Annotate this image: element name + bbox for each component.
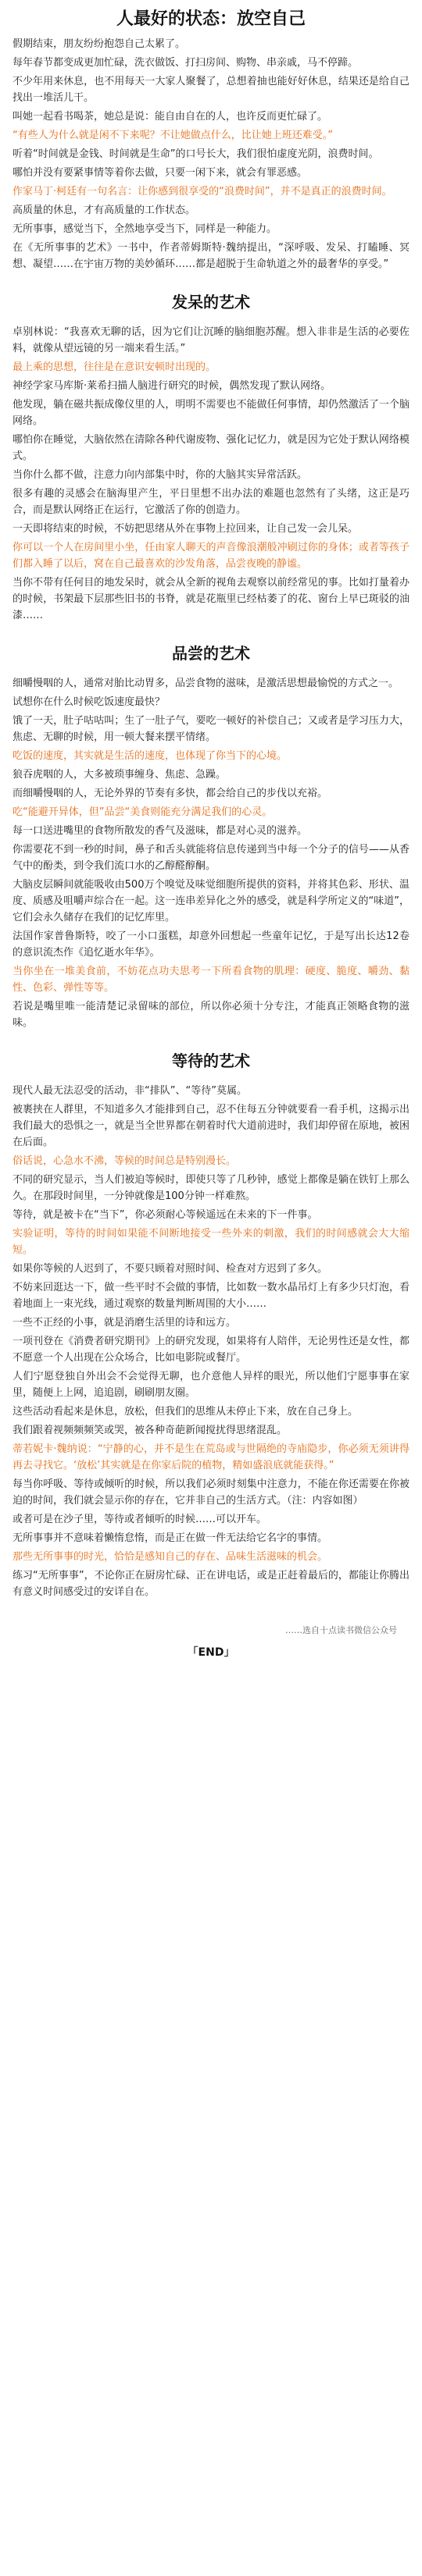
paragraph: 等待，就是被卡在“当下”，你必须耐心等候遥远在未来的下一件事。 — [13, 1209, 318, 1221]
section-block — [13, 1050, 409, 1600]
section-heading: 等待的艺术 — [172, 1051, 250, 1070]
paragraph: 假期结束，朋友纷纷抱怨自己太累了。 — [13, 38, 186, 50]
paragraph: 若说是嘴里唯一能清楚记录留味的部位，所以你必须十分专注，才能真正领略食物的滋味。 — [13, 1001, 409, 1029]
paragraph: 叫她一起看书喝茶，她总是说：能自由自在的人，也许反而更忙碌了。 — [13, 111, 328, 123]
source-note: ……选自十点读书微信公众号 — [285, 1625, 397, 1635]
section-block — [13, 642, 409, 1031]
end-mark: 「END」 — [187, 1646, 235, 1659]
paragraph: 不同的研究显示，当人们被迫等候时，即使只等了几秒钟，感觉上都像是躺在铁钉上那么久。在那段时间里，一分钟就像是100分钟一样难熬。 — [13, 1174, 409, 1202]
paragraph: 一些不正经的小事，就是消磨生活里的诗和远方。 — [13, 1317, 237, 1329]
paragraph: 不少年用来休息，也不用每天一大家人聚餐了，总想着抽也能好好休息，结果还是给自己找出一堆活儿干。 — [13, 76, 409, 104]
paragraph: 哪怕并没有要紧事情等着你去做，只要一闲下来，就会有罪恶感。 — [13, 167, 308, 179]
paragraph: 如果你等候的人迟到了，不要只顾着对照时间、检查对方迟到了多久。 — [13, 1263, 328, 1275]
paragraph: 狼吞虎咽的人，大多被琐事缠身、焦虑、急躁。 — [13, 769, 227, 781]
paragraph: 被裹挟在人群里，不知道多久才能排到自己，忍不住每五分钟就要看一看手机，这揭示出我们最大的恐惧之一，就是当全世界都在朝着时代大道前进时，我们却停留在原地，被困在后面。 — [13, 1104, 409, 1148]
paragraph: 大脑皮层瞬间就能吸收由500万个嗅觉及味觉细胞所提供的资料，并将其色彩、形状、温度、质感及咀嚼声综合在一起。这一连串差异化之外的感受，就是科学所定义的“味道”，它们会永久储存在我们的记忆库里。 — [13, 879, 409, 923]
highlight-paragraph: 吃“能避开异体，但”品尝“美食则能充分满足我们的心灵。 — [13, 806, 273, 818]
section-heading: 品尝的艺术 — [172, 644, 250, 663]
highlight-paragraph: 吃饭的速度，其实就是生活的速度，也体现了你当下的心境。 — [13, 750, 288, 762]
highlight-paragraph: 最上乘的思想，往往是在意识安顿时出现的。 — [13, 361, 216, 373]
paragraph: 他发现，躺在磁共振成像仪里的人，明明不需要也不能做任何事情，却仍然激活了一个脑网络。 — [13, 399, 409, 427]
paragraph: 一项刊登在《消费者研究期刊》上的研究发现，如果将有人陪伴，无论男性还是女性，都不愿意一个人出现在公众场合，比如电影院或餐厅。 — [13, 1336, 409, 1364]
article-title: 人最好的状态：放空自己 — [116, 9, 306, 29]
highlight-paragraph: 那些无所事事的时光，恰恰是感知自己的存在、品味生活滋味的机会。 — [13, 1551, 328, 1563]
paragraph: 细嚼慢咽的人，通常对胎比动胃多，品尝食物的滋味，是激活思想最愉悦的方式之一。 — [13, 678, 399, 689]
paragraph: 我们跟着视频频频笑或哭，被各种奇葩新闻搅扰得思绪混乱。 — [13, 1425, 288, 1436]
highlight-paragraph: 实验证明，等待的时间如果能不间断地接受一些外来的刺激，我们的时间感就会大大缩短。 — [13, 1228, 409, 1256]
paragraph: 法国作家普鲁斯特，咬了一小口蛋糕，却意外回想起一些童年记忆，于是写出长达12卷的意识流杰作《追忆逝水年华》。 — [13, 930, 409, 959]
article-footer — [13, 1621, 409, 1683]
paragraph: 或者可是在沙子里，等待或者倾听的时候……可以开车。 — [13, 1514, 267, 1525]
paragraph: 现代人最无法忍受的活动，非“排队”、“等待”莫属。 — [13, 1085, 247, 1097]
paragraph: 每当你呼吸、等待或倾听的时候，所以我们必须时刻集中注意力，不能在你还需要在你被迫的时间，我们就会显示你的存在，它并非自己的生活方式。（注：内容如图） — [13, 1478, 409, 1507]
paragraph: 卓别林说：“我喜欢无聊的话，因为它们让沉睡的脑细胞苏醒。想入非非是生活的必要佐料，就像从望远镜的另一端来看生活。” — [13, 326, 409, 354]
paragraph: 听着“时间就是金钱、时间就是生命”的口号长大，我们很怕虚度光阴，浪费时间。 — [13, 148, 379, 160]
paragraph: 无所事事并不意味着懒惰怠惰，而是正在做一件无法给它名字的事情。 — [13, 1532, 328, 1544]
paragraph: 这些活动看起来是休息，放松，但我们的思维从未停止下来，放在自己身上。 — [13, 1406, 359, 1418]
paragraph: 一天即将结束的时候，不妨把思绪从外在事物上拉回来，让自己发一会儿呆。 — [13, 523, 359, 535]
paragraph: 当你什么都不做，注意力向内部集中时，你的大脑其实异常活跃。 — [13, 469, 308, 481]
paragraph: 每一口送进嘴里的食物所散发的香气及滋味，都是对心灵的滋养。 — [13, 825, 308, 837]
highlight-paragraph: 俗话说，心急水不沸，等候的时间总是特别漫长。 — [13, 1155, 237, 1167]
paragraph: 在《无所事事的艺术》一书中，作者蒂姆斯特·魏纳提出，“深呼吸、发呆、打瞌睡、冥想、凝望……在宇宙万物的美妙循环……都是超脱于生命轨道之外的最奢华的享受。” — [13, 242, 409, 270]
sections-container — [13, 291, 409, 1600]
paragraph: 不妨来回逛达一下，做一些平时不会做的事情，比如数一数水晶吊灯上有多少只灯泡，看着地面上一束光线，通过观察的数量判断周围的大小…… — [13, 1282, 409, 1310]
paragraph: 人们宁愿登独自外出会不会觉得无聊，也介意他人异样的眼光，所以他们宁愿事事在家里，随便上上网，追追剧，刷刷朋友圈。 — [13, 1371, 409, 1399]
section-heading: 发呆的艺术 — [172, 293, 250, 311]
highlight-paragraph: 你可以一个人在房间里小坐，任由家人聊天的声音像浪潮般冲刷过你的身体；或者等孩子们都入睡了以后，窝在自己最喜欢的沙发角落，品尝夜晚的静谧。 — [13, 542, 409, 570]
article-content — [0, 31, 422, 1683]
section-block — [13, 291, 409, 624]
paragraph: 当你不带有任何目的地发呆时，就会从全新的视角去观察以前经常见的事。比如打量着办的时候，书架最下层那些旧书的书脊，就是花瓶里已经枯萎了的花、窗台上早已斑驳的油漆…… — [13, 577, 409, 621]
paragraph: 饿了一天，肚子咕咕叫；生了一肚子气，要吃一顿好的补偿自己；又或者是学习压力大，焦虑、无聊的时候，用一顿大餐来摆平情绪。 — [13, 715, 409, 743]
paragraph: 每年春节都变成更加忙碌，洗衣做饭、打扫房间、购物、串亲戚，马不停蹄。 — [13, 57, 359, 69]
intro-section — [13, 36, 409, 272]
highlight-paragraph: 作家马丁·柯廷有一句名言：让你感到很享受的“浪费时间”，并不是真正的浪费时间。 — [13, 186, 392, 197]
paragraph: 高质量的休息，才有高质量的工作状态。 — [13, 205, 196, 216]
highlight-paragraph: 当你坐在一堆美食前，不妨花点功夫思考一下所看食物的肌理：硬度、脆度、嚼劲、黏性、色彩、弹性等等。 — [13, 966, 409, 994]
paragraph: 神经学家马库斯·莱希扫描人脑进行研究的时候，偶然发现了默认网络。 — [13, 380, 331, 392]
paragraph: 试想你在什么时候吃饭速度最快？ — [13, 696, 166, 708]
highlight-paragraph: “有些人为什么就是闲不下来呢？不让她做点什么，比让她上班还难受。” — [13, 130, 333, 141]
paragraph: 很多有趣的灵感会在脑海里产生，平日里想不出办法的难题也忽然有了头绪，这正是巧合，而是默认网络正在运行，它激活了你的创造力。 — [13, 488, 409, 516]
paragraph: 哪怕你在睡觉，大脑依然在清除各种代谢废物、强化记忆力，就是因为它处于默认网络模式。 — [13, 434, 409, 462]
paragraph: 而细嚼慢咽的人，无论外界的节奏有多快，都会给自己的步伐以充裕。 — [13, 788, 328, 799]
paragraph: 练习“无所事事”，不论你正在厨房忙碌、正在讲电话，或是正赶着最后的，都能让你腾出有意义时间感受过的安详自在。 — [13, 1570, 409, 1598]
paragraph: 你需要花不到一秒的时间，鼻子和舌头就能将信息传递到当中每一个分子的信号——从香气中的酚类，到令我们流口水的乙醇醛醇酮。 — [13, 844, 409, 872]
paragraph: 无所事事，感觉当下，全然地享受当下，同样是一种能力。 — [13, 223, 277, 235]
highlight-paragraph: 蒂若妮卡·魏纳说：“宁静的心，并不是生在荒岛或与世隔绝的寺庙隐步，你必须无须讲得再去寻找它。‘放松’其实就是在你家后院的植物，精如盛浪底就能获得。” — [13, 1443, 409, 1471]
